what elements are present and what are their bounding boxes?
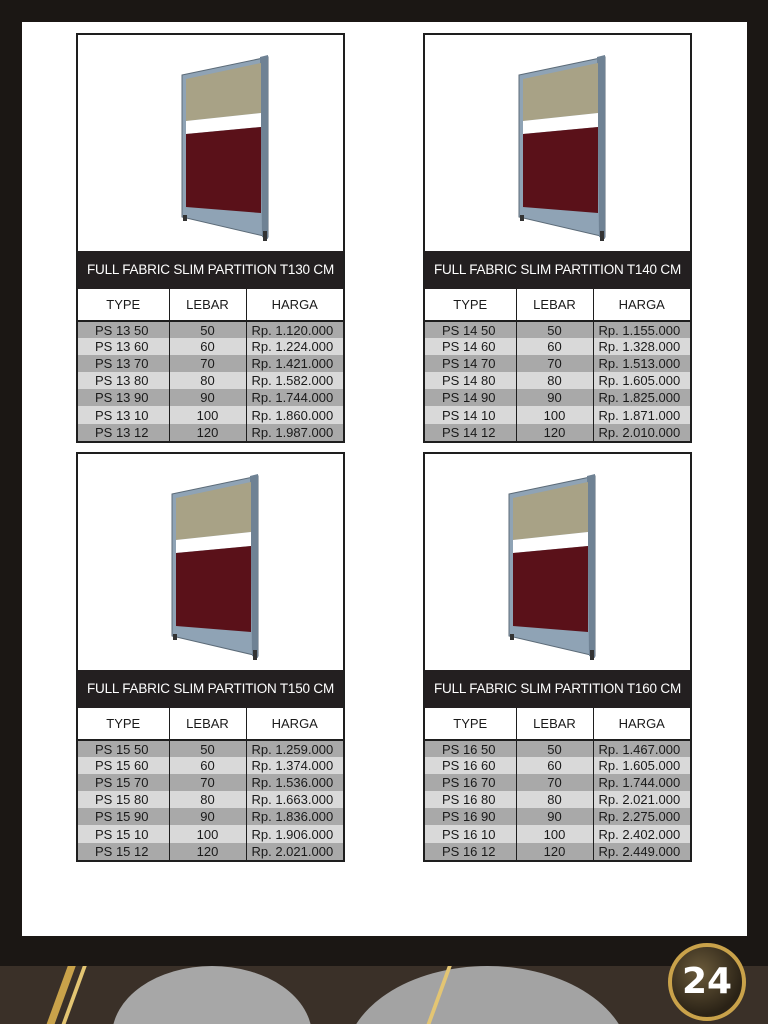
- cell-harga: Rp. 1.605.000: [593, 372, 690, 389]
- table-row: [425, 424, 690, 441]
- header-lebar: LEBAR: [169, 708, 246, 740]
- header-type: TYPE: [78, 708, 169, 740]
- table-row: [78, 740, 343, 757]
- cell-type: PS 13 80: [78, 372, 169, 389]
- cell-harga: Rp. 1.467.000: [593, 740, 690, 757]
- cell-type: PS 13 60: [78, 338, 169, 355]
- price-table: [425, 708, 690, 860]
- cell-type: PS 13 90: [78, 389, 169, 406]
- table-row: [425, 740, 690, 757]
- table-row: [78, 406, 343, 423]
- cell-lebar: 90: [169, 808, 246, 825]
- cell-harga: Rp. 1.744.000: [593, 774, 690, 791]
- table-row: [425, 355, 690, 372]
- cell-lebar: 80: [169, 791, 246, 808]
- cell-harga: Rp. 1.906.000: [246, 825, 343, 842]
- table-row: [78, 825, 343, 842]
- cell-harga: Rp. 1.421.000: [246, 355, 343, 372]
- cell-harga: Rp. 1.825.000: [593, 389, 690, 406]
- table-row: [425, 321, 690, 338]
- cell-lebar: 80: [169, 372, 246, 389]
- cell-lebar: 70: [516, 355, 593, 372]
- cell-lebar: 60: [516, 757, 593, 774]
- table-row: [425, 406, 690, 423]
- cell-type: PS 13 12: [78, 424, 169, 441]
- cell-type: PS 15 12: [78, 843, 169, 860]
- cell-type: PS 15 10: [78, 825, 169, 842]
- cell-harga: Rp. 1.987.000: [246, 424, 343, 441]
- header-lebar: LEBAR: [516, 708, 593, 740]
- cell-harga: Rp. 1.259.000: [246, 740, 343, 757]
- cell-lebar: 120: [169, 843, 246, 860]
- cell-type: PS 13 70: [78, 355, 169, 372]
- table-row: [78, 338, 343, 355]
- table-row: [78, 791, 343, 808]
- cell-harga: Rp. 1.663.000: [246, 791, 343, 808]
- header-lebar: LEBAR: [516, 289, 593, 321]
- header-lebar: LEBAR: [169, 289, 246, 321]
- header-type: TYPE: [425, 289, 516, 321]
- header-type: TYPE: [78, 289, 169, 321]
- cell-lebar: 80: [516, 372, 593, 389]
- table-row: [425, 338, 690, 355]
- partition-image: [78, 35, 343, 251]
- cell-lebar: 60: [516, 338, 593, 355]
- table-header-row: [78, 289, 343, 321]
- cell-harga: Rp. 2.021.000: [593, 791, 690, 808]
- table-row: [425, 389, 690, 406]
- cell-lebar: 120: [516, 424, 593, 441]
- table-row: [78, 355, 343, 372]
- decorative-circle: [112, 966, 312, 1024]
- cell-harga: Rp. 2.275.000: [593, 808, 690, 825]
- cell-type: PS 15 60: [78, 757, 169, 774]
- cell-harga: Rp. 1.582.000: [246, 372, 343, 389]
- cell-lebar: 120: [169, 424, 246, 441]
- cell-lebar: 70: [169, 774, 246, 791]
- cell-type: PS 16 90: [425, 808, 516, 825]
- cell-harga: Rp. 2.402.000: [593, 825, 690, 842]
- table-row: [425, 791, 690, 808]
- table-row: [78, 808, 343, 825]
- product-title: FULL FABRIC SLIM PARTITION T140 CM: [425, 251, 690, 289]
- header-harga: HARGA: [246, 289, 343, 321]
- cell-type: PS 15 80: [78, 791, 169, 808]
- price-table: [78, 289, 343, 441]
- catalog-page: [22, 22, 747, 936]
- cell-harga: Rp. 1.374.000: [246, 757, 343, 774]
- header-harga: HARGA: [593, 708, 690, 740]
- product-card-t150: [76, 452, 345, 862]
- decorative-circle: [345, 966, 630, 1024]
- table-row: [78, 757, 343, 774]
- table-header-row: [425, 708, 690, 740]
- page-number-badge: 24: [668, 943, 746, 1021]
- cell-harga: Rp. 1.860.000: [246, 406, 343, 423]
- cell-lebar: 50: [169, 321, 246, 338]
- table-row: [425, 774, 690, 791]
- price-table: [425, 289, 690, 441]
- cell-lebar: 50: [516, 321, 593, 338]
- table-row: [78, 774, 343, 791]
- cell-type: PS 16 80: [425, 791, 516, 808]
- cell-lebar: 100: [169, 406, 246, 423]
- cell-lebar: 120: [516, 843, 593, 860]
- cell-type: PS 14 12: [425, 424, 516, 441]
- product-title: FULL FABRIC SLIM PARTITION T160 CM: [425, 670, 690, 708]
- cell-type: PS 16 12: [425, 843, 516, 860]
- partition-photo: [78, 35, 343, 251]
- cell-harga: Rp. 2.010.000: [593, 424, 690, 441]
- cell-harga: Rp. 1.328.000: [593, 338, 690, 355]
- cell-type: PS 14 90: [425, 389, 516, 406]
- cell-type: PS 14 50: [425, 321, 516, 338]
- cell-harga: Rp. 2.021.000: [246, 843, 343, 860]
- cell-lebar: 80: [516, 791, 593, 808]
- table-row: [425, 757, 690, 774]
- partition-image: [425, 35, 690, 251]
- cell-type: PS 15 90: [78, 808, 169, 825]
- cell-lebar: 60: [169, 338, 246, 355]
- product-title: FULL FABRIC SLIM PARTITION T150 CM: [78, 670, 343, 708]
- table-header-row: [425, 289, 690, 321]
- table-row: [78, 321, 343, 338]
- cell-lebar: 70: [169, 355, 246, 372]
- page-footer-decoration: [0, 966, 768, 1024]
- partition-image: [425, 454, 690, 670]
- cell-type: PS 14 70: [425, 355, 516, 372]
- partition-photo: [425, 454, 690, 670]
- table-header-row: [78, 708, 343, 740]
- cell-type: PS 13 10: [78, 406, 169, 423]
- cell-harga: Rp. 1.605.000: [593, 757, 690, 774]
- cell-harga: Rp. 1.836.000: [246, 808, 343, 825]
- cell-harga: Rp. 1.871.000: [593, 406, 690, 423]
- cell-type: PS 16 50: [425, 740, 516, 757]
- cell-lebar: 50: [516, 740, 593, 757]
- table-row: [425, 825, 690, 842]
- table-row: [78, 372, 343, 389]
- cell-type: PS 14 10: [425, 406, 516, 423]
- table-row: [78, 424, 343, 441]
- cell-harga: Rp. 1.120.000: [246, 321, 343, 338]
- cell-type: PS 15 70: [78, 774, 169, 791]
- table-row: [425, 808, 690, 825]
- cell-harga: Rp. 1.744.000: [246, 389, 343, 406]
- table-row: [78, 843, 343, 860]
- cell-type: PS 14 80: [425, 372, 516, 389]
- cell-type: PS 16 10: [425, 825, 516, 842]
- cell-harga: Rp. 2.449.000: [593, 843, 690, 860]
- cell-harga: Rp. 1.155.000: [593, 321, 690, 338]
- table-row: [425, 372, 690, 389]
- cell-type: PS 16 70: [425, 774, 516, 791]
- product-card-t140: [423, 33, 692, 443]
- partition-image: [78, 454, 343, 670]
- cell-lebar: 90: [516, 389, 593, 406]
- header-harga: HARGA: [246, 708, 343, 740]
- header-type: TYPE: [425, 708, 516, 740]
- cell-lebar: 90: [516, 808, 593, 825]
- partition-photo: [78, 454, 343, 670]
- price-table: [78, 708, 343, 860]
- product-card-t160: [423, 452, 692, 862]
- product-title: FULL FABRIC SLIM PARTITION T130 CM: [78, 251, 343, 289]
- partition-photo: [425, 35, 690, 251]
- table-row: [78, 389, 343, 406]
- cell-harga: Rp. 1.536.000: [246, 774, 343, 791]
- cell-lebar: 100: [169, 825, 246, 842]
- cell-lebar: 70: [516, 774, 593, 791]
- cell-harga: Rp. 1.224.000: [246, 338, 343, 355]
- header-harga: HARGA: [593, 289, 690, 321]
- cell-lebar: 100: [516, 825, 593, 842]
- cell-lebar: 90: [169, 389, 246, 406]
- product-card-t130: [76, 33, 345, 443]
- cell-harga: Rp. 1.513.000: [593, 355, 690, 372]
- table-row: [425, 843, 690, 860]
- cell-lebar: 50: [169, 740, 246, 757]
- cell-lebar: 60: [169, 757, 246, 774]
- cell-type: PS 15 50: [78, 740, 169, 757]
- cell-type: PS 13 50: [78, 321, 169, 338]
- cell-lebar: 100: [516, 406, 593, 423]
- cell-type: PS 14 60: [425, 338, 516, 355]
- cell-type: PS 16 60: [425, 757, 516, 774]
